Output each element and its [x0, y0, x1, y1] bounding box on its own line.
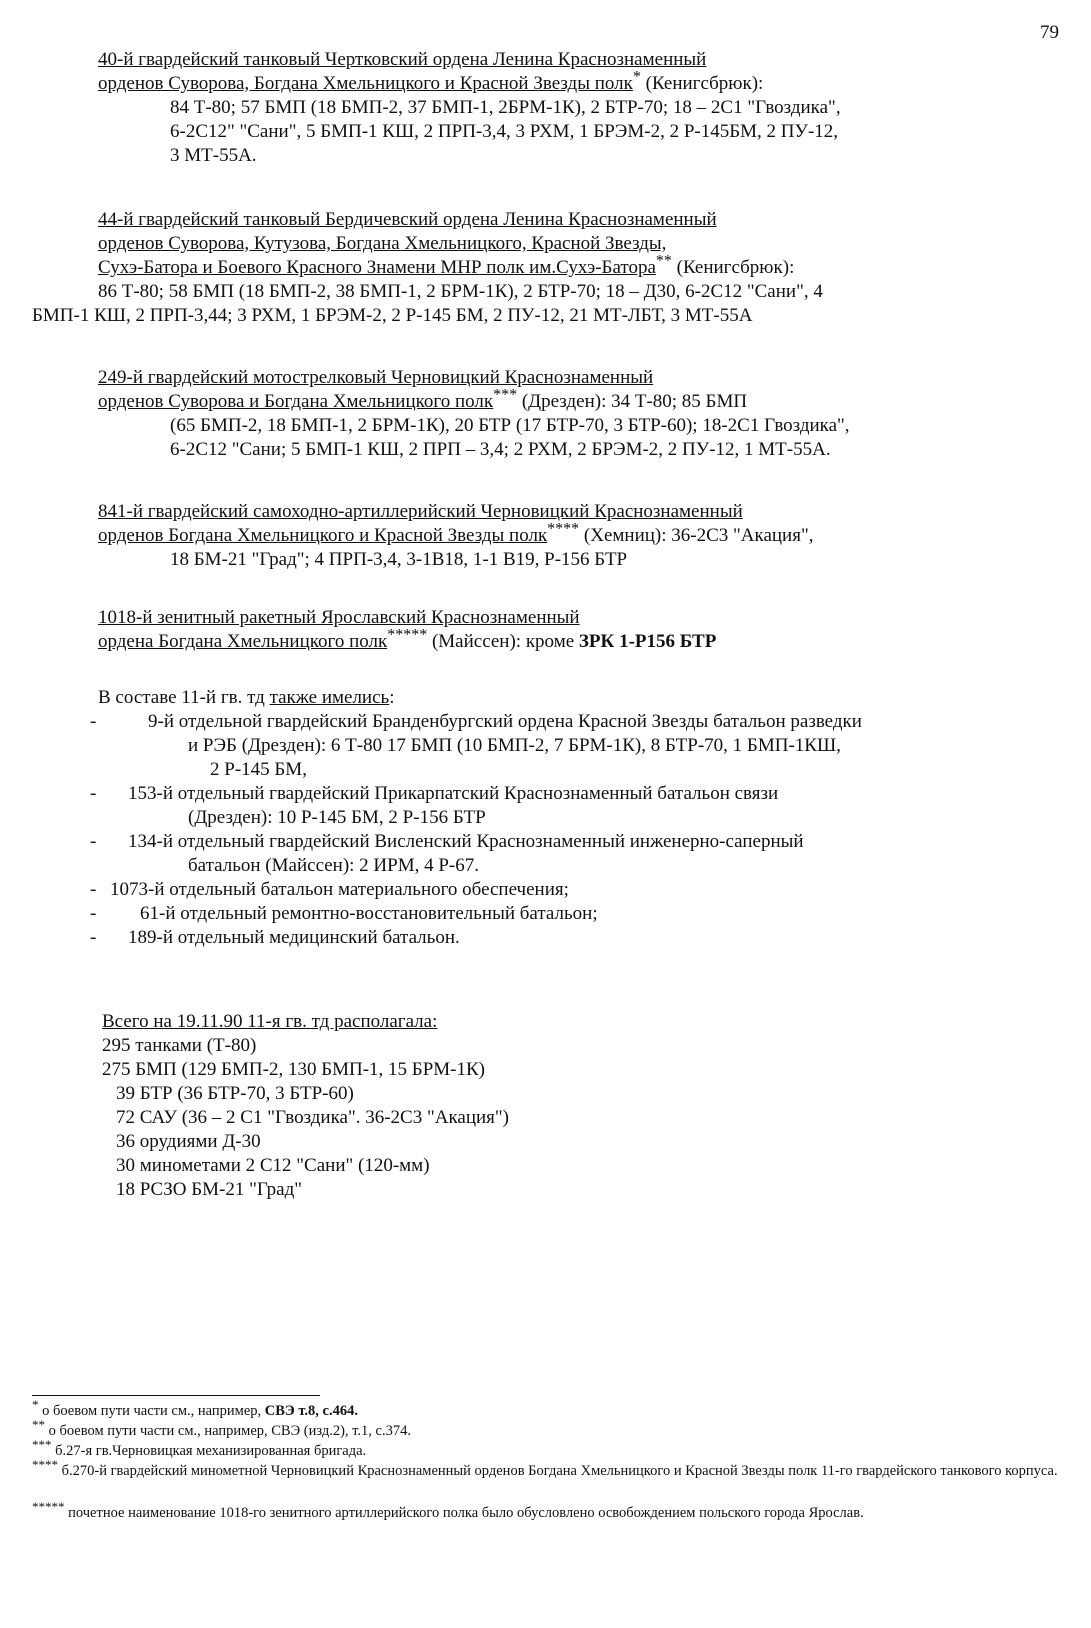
list-item-line: и РЭБ (Дрезден): 6 Т-80 17 БМП (10 БМП-2, 7 БРМ-1К), 8 БТР-70, 1 БМП-1КШ, [188, 735, 841, 756]
unit-40-tank-regiment [98, 48, 1078, 168]
unit-detail-line: 86 Т-80; 58 БМП (18 БМП-2, 38 БМП-1, 2 БРМ-1К), 2 БТР-70; 18 – Д30, 6-2С12 "Сани", 4 [98, 281, 823, 302]
unit-detail-line: БМП-1 КШ, 2 ПРП-3,44; 3 РХМ, 1 БРЭМ-2, 2 Р-145 БМ, 2 ПУ-12, 21 МТ-ЛБТ, 3 МТ-55А [32, 305, 753, 326]
list-dash: - [90, 783, 97, 804]
footnote-3 [32, 1437, 1072, 1460]
footnote-text-bold: СВЭ т.8, с.464. [264, 1403, 358, 1419]
list-item [90, 878, 1078, 902]
footnote-ref-4: **** [547, 520, 580, 538]
totals-line: 275 БМП (129 БМП-2, 130 БМП-1, 15 БРМ-1К) [102, 1059, 486, 1080]
unit-name-line: Сухэ-Батора и Боевого Красного Знамени МНР полк им.Сухэ-Батора [98, 257, 656, 278]
unit-name-line: орденов Богдана Хмельницкого и Красной Звезды полк [98, 525, 548, 546]
list-item [90, 926, 1078, 950]
page-number: 79 [1040, 22, 1059, 43]
unit-detail-line: 84 Т-80; 57 БМП (18 БМП-2, 37 БМП-1, 2БРМ-1К), 2 БТР-70; 18 – 2С1 "Гвоздика", [170, 97, 841, 118]
totals-line: 30 минометами 2 С12 "Сани" (120-мм) [116, 1155, 430, 1176]
composition-intro-text: В составе 11-й гв. тд [98, 687, 270, 708]
list-item [90, 830, 1078, 878]
unit-1018-air-defense-regiment [98, 606, 1078, 654]
unit-name-line: 40-й гвардейский танковый Чертковский ордена Ленина Краснознаменный [98, 49, 707, 70]
footnote-ref-1: * [632, 68, 641, 86]
division-totals [102, 1010, 1082, 1202]
list-dash: - [90, 711, 97, 732]
unit-249-motor-rifle-regiment [98, 366, 1078, 462]
list-item-line: 153-й отдельный гвардейский Прикарпатский Краснознаменный батальон связи [128, 783, 779, 804]
unit-name-line: 841-й гвардейский самоходно-артиллерийский Черновицкий Краснознаменный [98, 501, 743, 522]
footnote-separator [32, 1395, 320, 1396]
list-item-line: (Дрезден): 10 Р-145 БМ, 2 Р-156 БТР [188, 807, 486, 828]
footnote-text: о боевом пути части см., например, СВЭ (изд.2), т.1, с.374. [45, 1423, 411, 1439]
unit-name-line: 249-й гвардейский мотострелковый Черновицкий Краснознаменный [98, 367, 654, 388]
footnote-text: б.27-я гв.Черновицкая механизированная бригада. [51, 1443, 367, 1459]
unit-name-line: орденов Суворова и Богдана Хмельницкого полк [98, 391, 494, 412]
totals-line: 72 САУ (36 – 2 С1 "Гвоздика". 36-2С3 "Акация") [116, 1107, 509, 1128]
footnote-1 [32, 1397, 1072, 1420]
list-item [90, 782, 1078, 830]
unit-location: (Хемниц): 36-2С3 "Акация", [579, 525, 814, 546]
list-dash: - [90, 879, 97, 900]
footnote-text: о боевом пути части см., например, [38, 1403, 265, 1419]
footnote-ref-2: ** [655, 252, 672, 270]
footnote-4 [32, 1457, 1072, 1480]
footnote-marker: ** [32, 1417, 45, 1433]
totals-line: 39 БТР (36 БТР-70, 3 БТР-60) [116, 1083, 354, 1104]
composition-intro-underlined: также имелись [269, 687, 390, 708]
unit-location: (Кенигсбрюк): [671, 257, 795, 278]
unit-detail-line: 6-2С12 "Сани; 5 БМП-1 КШ, 2 ПРП – 3,4; 2 РХМ, 2 БРЭМ-2, 2 ПУ-12, 1 МТ-55А. [170, 439, 831, 460]
unit-name-line-with-location [98, 626, 1078, 654]
unit-name-line: орденов Суворова, Богдана Хмельницкого и Красной Звезды полк [98, 73, 633, 94]
composition-intro [98, 686, 1078, 710]
footnote-marker: * [32, 1397, 39, 1413]
list-item [90, 902, 1078, 926]
list-item-line: 134-й отдельный гвардейский Висленский Краснознаменный инженерно-саперный [128, 831, 804, 852]
unit-detail-line: 18 БМ-21 "Град"; 4 ПРП-3,4, 3-1В18, 1-1 В19, Р-156 БТР [170, 549, 628, 570]
unit-name-line: 44-й гвардейский танковый Бердичевский ордена Ленина Краснознаменный [98, 209, 717, 230]
footnote-text: б.270-й гвардейский минометной Черновицкий Краснознаменный орденов Богдана Хмельницкого и Красной Звезды полк 11-го гвардейского танкового корпуса. [58, 1463, 1058, 1479]
totals-line: 295 танками (Т-80) [102, 1035, 257, 1056]
totals-heading: Всего на 19.11.90 11-я гв. тд располагала: [102, 1011, 438, 1032]
composition-intro-end: : [389, 687, 395, 708]
unit-location-bold: ЗРК 1-Р156 БТР [578, 631, 717, 652]
unit-name-line-with-location [98, 386, 1078, 414]
unit-44-tank-regiment [32, 208, 1078, 328]
footnote-ref-3: *** [493, 386, 518, 404]
list-item-line: 61-й отдельный ремонтно-восстановительный батальон; [140, 903, 598, 924]
unit-name-line-with-location [98, 68, 1078, 96]
unit-detail-line: (65 БМП-2, 18 БМП-1, 2 БРМ-1К), 20 БТР (17 БТР-70, 3 БТР-60); 18-2С1 Гвоздика", [170, 415, 850, 436]
footnote-2 [32, 1417, 1072, 1440]
footnote-text: почетное наименование 1018-го зенитного артиллерийского полка было обусловлено освобождением польского города Ярослав. [64, 1505, 864, 1521]
footnote-marker: **** [32, 1457, 58, 1473]
unit-location: (Майссен): кроме [427, 631, 579, 652]
list-dash: - [90, 903, 97, 924]
list-dash: - [90, 831, 97, 852]
unit-name-line: 1018-й зенитный ракетный Ярославский Краснознаменный [98, 607, 580, 628]
list-item-line: 2 Р-145 БМ, [210, 759, 307, 780]
unit-location: (Кенигсбрюк): [640, 73, 764, 94]
unit-location: (Дрезден): 34 Т-80; 85 БМП [517, 391, 748, 412]
footnote-marker: *** [32, 1437, 52, 1453]
footnote-ref-5: ***** [387, 626, 428, 644]
division-composition [90, 686, 1078, 950]
list-item-line: 9-й отдельной гвардейский Бранденбургский ордена Красной Звезды батальон разведки [148, 711, 862, 732]
list-dash: - [90, 927, 97, 948]
footnote-5 [32, 1499, 1072, 1522]
unit-detail-line: 6-2С12" "Сани", 5 БМП-1 КШ, 2 ПРП-3,4, 3 РХМ, 1 БРЭМ-2, 2 Р-145БМ, 2 ПУ-12, [170, 121, 839, 142]
totals-line: 18 РСЗО БМ-21 "Град" [116, 1179, 302, 1200]
totals-line: 36 орудиями Д-30 [116, 1131, 261, 1152]
unit-name-line-with-location [98, 520, 1078, 548]
footnote-marker: ***** [32, 1499, 65, 1515]
unit-name-line-with-location [98, 252, 1078, 280]
list-item-line: 1073-й отдельный батальон материального обеспечения; [110, 879, 569, 900]
list-item-line: батальон (Майссен): 2 ИРМ, 4 Р-67. [188, 855, 480, 876]
unit-detail-line: 3 МТ-55А. [170, 145, 257, 166]
unit-name-line: ордена Богдана Хмельницкого полк [98, 631, 388, 652]
unit-841-artillery-regiment [98, 500, 1078, 572]
list-item-line: 189-й отдельный медицинский батальон. [128, 927, 460, 948]
list-item [90, 710, 1078, 782]
unit-name-line: орденов Суворова, Кутузова, Богдана Хмельницкого, Красной Звезды, [98, 233, 667, 254]
